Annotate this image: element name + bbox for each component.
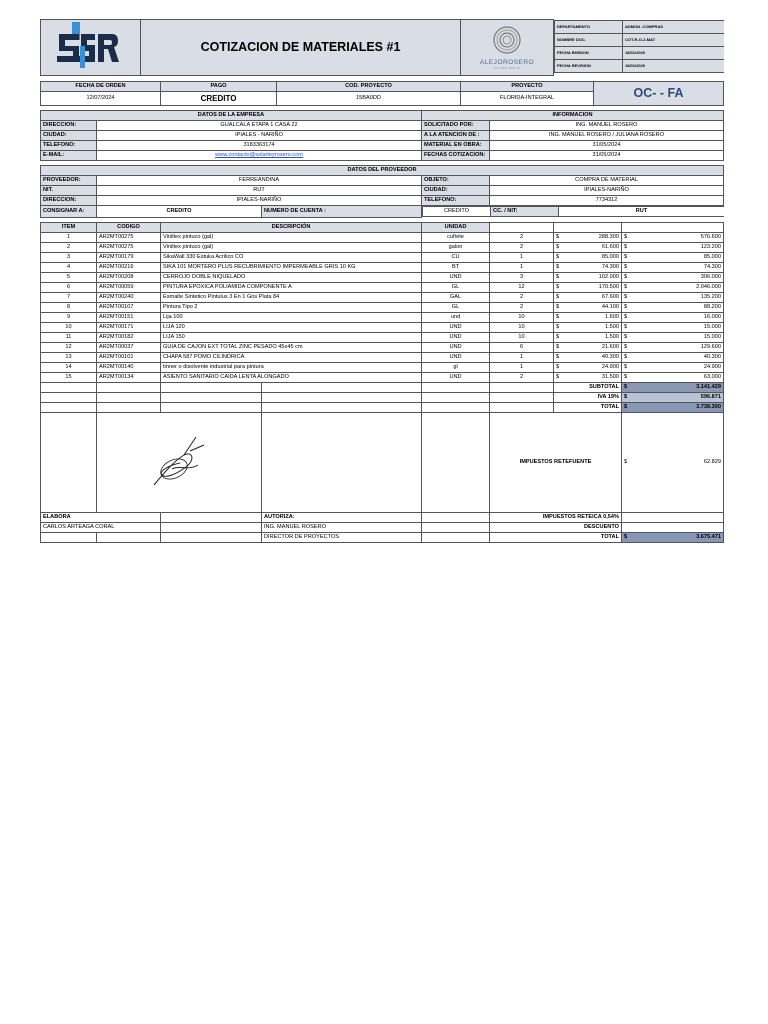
supplier-address: IPIALES-NARIÑO bbox=[97, 196, 422, 206]
meta-value: COT-R-O-2-MAT bbox=[623, 33, 724, 46]
brand-sub: INGENIERIA bbox=[493, 66, 521, 70]
field-label: CONSIGNAR A: bbox=[41, 206, 97, 218]
table-row bbox=[41, 292, 724, 302]
col-valor-unitario bbox=[554, 222, 622, 232]
item-quantity: 10 bbox=[490, 322, 554, 332]
item-description: SIKA 101 MORTERO PLUS RECUBRIMIENTO IMPERMEABLE GRIS 10 KG bbox=[161, 262, 422, 272]
item-code: AR2MT00151 bbox=[97, 312, 161, 322]
item-unit-price: $ 85.000 bbox=[554, 252, 622, 262]
item-unit: UND bbox=[422, 372, 490, 382]
item-unit: CU bbox=[422, 252, 490, 262]
item-code: AR2MT00275 bbox=[97, 242, 161, 252]
item-total: $ 85.000 bbox=[622, 252, 724, 262]
item-unit: BT bbox=[422, 262, 490, 272]
material-on-site-date: 31/05/2024 bbox=[490, 141, 724, 151]
item-unit-price: $ 1.500 bbox=[554, 332, 622, 342]
total-value: $ 3.738.300 bbox=[622, 402, 724, 412]
company-email-link[interactable]: www.contacto@solarteyrosero.com bbox=[215, 152, 303, 158]
item-total: $ 40.300 bbox=[622, 352, 724, 362]
item-code: AR2MT00182 bbox=[97, 332, 161, 342]
field-label: TELEFONO: bbox=[422, 196, 490, 206]
item-quantity: 1 bbox=[490, 262, 554, 272]
item-unit: UND bbox=[422, 342, 490, 352]
field-label: NUMERO DE CUENTA : bbox=[262, 206, 422, 218]
subtotal-label: SUBTOTAL bbox=[554, 382, 622, 392]
table-row bbox=[41, 312, 724, 322]
item-description: LIJA 120 bbox=[161, 322, 422, 332]
meta-label: FECHA EMISION bbox=[555, 46, 623, 59]
item-number: 3 bbox=[41, 252, 97, 262]
item-total: $ 2.046.000 bbox=[622, 282, 724, 292]
field-label: DIRECCION: bbox=[41, 196, 97, 206]
supplier-phone: 7734312 bbox=[490, 196, 724, 206]
item-description: Esmalte Sintetico Pintulux 3 En 1 Gris Plata 84 bbox=[161, 292, 422, 302]
item-unit-price: $ 1.600 bbox=[554, 312, 622, 322]
subtotal-value: $ 3.141.429 bbox=[622, 382, 724, 392]
elabora-name: CARLOS ARTEAGA CORAL bbox=[41, 522, 161, 532]
item-number: 1 bbox=[41, 232, 97, 242]
item-number: 11 bbox=[41, 332, 97, 342]
table-row bbox=[41, 252, 724, 262]
item-unit-price: $ 74.300 bbox=[554, 262, 622, 272]
project-code: 15BA0DD bbox=[277, 92, 461, 106]
item-code: AR2MT00059 bbox=[97, 282, 161, 292]
item-total: $ 24.900 bbox=[622, 362, 724, 372]
document-title: COTIZACION DE MATERIALES #1 bbox=[141, 20, 461, 76]
item-code: AR2MT00208 bbox=[97, 272, 161, 282]
item-description: GUIA DE CAJON EXT TOTAL ZINC PESADO 45x45 cm bbox=[161, 342, 422, 352]
col-codigo: CODIGO bbox=[97, 222, 161, 232]
item-quantity: 1 bbox=[490, 252, 554, 262]
item-unit: GL bbox=[422, 282, 490, 292]
item-total: $ 15.000 bbox=[622, 322, 724, 332]
signature-icon bbox=[144, 425, 214, 495]
company-city: IPIALES - NARIÑO bbox=[97, 131, 422, 141]
company-address: GUALCALA ETAPA 1 CASA 22 bbox=[97, 121, 422, 131]
item-code: AR2MT00037 bbox=[97, 342, 161, 352]
autoriza-role: DIRECTOR DE PROYECTOS bbox=[262, 532, 422, 542]
meta-label: DEPARTAMENTO bbox=[555, 20, 623, 33]
supplier-name: FERREANDINA bbox=[97, 176, 422, 186]
final-total-value: $ 3.675.471 bbox=[622, 532, 724, 542]
item-number: 10 bbox=[41, 322, 97, 332]
item-total: $ 74.300 bbox=[622, 262, 724, 272]
descuento-value bbox=[622, 522, 724, 532]
item-unit-price: $ 24.900 bbox=[554, 362, 622, 372]
item-description: CERROJO DOBLE NIQUELADO bbox=[161, 272, 422, 282]
signature-area bbox=[97, 412, 262, 512]
retefuente-value: $ 62.829 bbox=[622, 412, 724, 512]
elabora-label: ELABORA bbox=[41, 512, 161, 522]
project-label: PROYECTO bbox=[461, 82, 594, 92]
item-code: AR2MT00140 bbox=[97, 362, 161, 372]
item-quantity: 10 bbox=[490, 312, 554, 322]
item-number: 7 bbox=[41, 292, 97, 302]
retefuente-label: IMPUESTOS RETEFUENTE bbox=[490, 412, 622, 512]
item-description: PINTURA EPOXICA POLIAMIDA COMPONENTE A bbox=[161, 282, 422, 292]
company-data bbox=[40, 110, 724, 161]
item-unit: gl bbox=[422, 362, 490, 372]
field-label: NIT. bbox=[41, 186, 97, 196]
col-valor-total bbox=[622, 222, 724, 232]
item-unit: GAL bbox=[422, 292, 490, 302]
item-description: SikaWall 330 Estuka Acrilico CO bbox=[161, 252, 422, 262]
company-phone: 3183363174 bbox=[97, 141, 422, 151]
order-date: 12/07/2024 bbox=[41, 92, 161, 106]
field-label: A LA ATENCION DE : bbox=[422, 131, 490, 141]
payment-label: PAGO bbox=[161, 82, 277, 92]
document-meta bbox=[554, 20, 724, 73]
table-row bbox=[41, 342, 724, 352]
item-unit: UND bbox=[422, 272, 490, 282]
table-row bbox=[41, 362, 724, 372]
item-number: 13 bbox=[41, 352, 97, 362]
order-date-label: FECHA DE ORDEN bbox=[41, 82, 161, 92]
item-unit: GL bbox=[422, 302, 490, 312]
item-unit: UND bbox=[422, 352, 490, 362]
item-unit-price: $ 67.600 bbox=[554, 292, 622, 302]
supplier-section-title: DATOS DEL PROVEEDOR bbox=[41, 166, 724, 176]
field-label: E-MAIL: bbox=[41, 151, 97, 161]
item-code: AR2MT00101 bbox=[97, 352, 161, 362]
item-quantity: 2 bbox=[490, 372, 554, 382]
item-unit-price: $ 102.000 bbox=[554, 272, 622, 282]
s2r-logo-icon bbox=[43, 20, 139, 71]
meta-label: FECHA REVISION bbox=[555, 59, 623, 72]
iva-label: IVA 19% bbox=[554, 392, 622, 402]
table-row bbox=[41, 322, 724, 332]
final-total-label: TOTAL bbox=[490, 532, 622, 542]
item-unit-price: $ 288.300 bbox=[554, 232, 622, 242]
field-label: OBJETO: bbox=[422, 176, 490, 186]
item-total: $ 63.000 bbox=[622, 372, 724, 382]
autoriza-name: ING. MANUEL ROSERO bbox=[262, 522, 422, 532]
item-quantity: 6 bbox=[490, 342, 554, 352]
payment-value: CREDITO bbox=[161, 92, 277, 106]
item-code: AR2MT00179 bbox=[97, 252, 161, 262]
item-description: ASIENTO SANITARIO CAIDA LENTA ALONGADO bbox=[161, 372, 422, 382]
item-quantity: 2 bbox=[490, 292, 554, 302]
item-number: 5 bbox=[41, 272, 97, 282]
item-description: tinner o disolvente industrial para pintura bbox=[161, 362, 422, 372]
item-code: AR2MT00107 bbox=[97, 302, 161, 312]
iva-value: $ 596.871 bbox=[622, 392, 724, 402]
total-label: TOTAL bbox=[554, 402, 622, 412]
company-logo bbox=[41, 20, 141, 76]
document-header bbox=[40, 19, 724, 76]
item-code: AR2MT00240 bbox=[97, 292, 161, 302]
item-quantity: 2 bbox=[490, 242, 554, 252]
item-code: AR2MT00275 bbox=[97, 232, 161, 242]
consign-to: CREDITO bbox=[97, 206, 262, 218]
item-total: $ 306.000 bbox=[622, 272, 724, 282]
col-item: ITEM bbox=[41, 222, 97, 232]
item-number: 6 bbox=[41, 282, 97, 292]
table-row bbox=[41, 332, 724, 342]
brand-name: ALEJOROSERO bbox=[479, 59, 535, 66]
attention-to: ING. MANUEL ROSERO / JULIANA ROSERO bbox=[490, 131, 724, 141]
item-unit-price: $ 61.600 bbox=[554, 242, 622, 252]
item-total: $ 135.200 bbox=[622, 292, 724, 302]
item-total: $ 123.200 bbox=[622, 242, 724, 252]
field-label: CIUDAD: bbox=[422, 186, 490, 196]
table-row bbox=[41, 302, 724, 312]
meta-value: 18/01/2020 bbox=[623, 59, 724, 72]
quotation-date: 31/05/2024 bbox=[490, 151, 724, 161]
col-unidad: UNIDAD bbox=[422, 222, 490, 232]
field-label: FECHAS COTIZACION: bbox=[422, 151, 490, 161]
item-quantity: 1 bbox=[490, 352, 554, 362]
spiral-logo-icon bbox=[490, 25, 524, 55]
item-number: 15 bbox=[41, 372, 97, 382]
item-total: $ 15.000 bbox=[622, 332, 724, 342]
item-unit: cuñete bbox=[422, 232, 490, 242]
field-label: CIUDAD: bbox=[41, 131, 97, 141]
item-number: 12 bbox=[41, 342, 97, 352]
col-descripcion: DESCRIPCIÓN bbox=[161, 222, 422, 232]
purchase-object: COMPRA DE MATERIAL bbox=[490, 176, 724, 186]
item-unit: und bbox=[422, 312, 490, 322]
table-row bbox=[41, 232, 724, 242]
item-total: $ 129.600 bbox=[622, 342, 724, 352]
field-label: MATERIAL EN OBRA: bbox=[422, 141, 490, 151]
item-unit: UND bbox=[422, 322, 490, 332]
meta-value: ADMON -COMPRAS bbox=[623, 20, 724, 33]
item-description: CHAPA 587 POMO CILINDRICA bbox=[161, 352, 422, 362]
reteica-label: IMPUESTOS RETEICA 0,54% bbox=[490, 512, 622, 522]
descuento-label: DESCUENTO bbox=[490, 522, 622, 532]
item-quantity: 12 bbox=[490, 282, 554, 292]
item-unit-price: $ 21.600 bbox=[554, 342, 622, 352]
item-code: AR2MT00216 bbox=[97, 262, 161, 272]
company-section-title: DATOS DE LA EMPRESA bbox=[41, 111, 422, 121]
item-number: 14 bbox=[41, 362, 97, 372]
requested-by: ING. MANUEL ROSERO bbox=[490, 121, 724, 131]
item-description: LIJA 150 bbox=[161, 332, 422, 342]
item-total: $ 576.600 bbox=[622, 232, 724, 242]
item-quantity: 3 bbox=[490, 272, 554, 282]
table-row bbox=[41, 272, 724, 282]
item-unit-price: $ 170.500 bbox=[554, 282, 622, 292]
item-quantity: 2 bbox=[490, 232, 554, 242]
item-unit-price: $ 1.500 bbox=[554, 322, 622, 332]
order-number: OC- - FA bbox=[594, 82, 724, 106]
item-quantity: 10 bbox=[490, 332, 554, 342]
field-label: PROVEEDOR: bbox=[41, 176, 97, 186]
field-label: CC. / NIT: bbox=[491, 207, 559, 217]
items-table bbox=[40, 222, 724, 543]
field-label: DIRECCION: bbox=[41, 121, 97, 131]
item-description: Viniltex pintuco (gal) bbox=[161, 242, 422, 252]
item-unit-price: $ 40.300 bbox=[554, 352, 622, 362]
item-description: Viniltex pintuco (gal) bbox=[161, 232, 422, 242]
cc-nit-value: RUT bbox=[559, 207, 724, 217]
supplier-data bbox=[40, 165, 724, 218]
account-number: CREDITO bbox=[423, 207, 491, 217]
item-unit: UND bbox=[422, 332, 490, 342]
item-code: AR2MT00134 bbox=[97, 372, 161, 382]
table-row bbox=[41, 282, 724, 292]
supplier-nit: RUT bbox=[97, 186, 422, 196]
item-unit: galon bbox=[422, 242, 490, 252]
item-unit-price: $ 44.100 bbox=[554, 302, 622, 312]
table-row bbox=[41, 262, 724, 272]
item-number: 9 bbox=[41, 312, 97, 322]
item-description: Pintura Tipo 2 bbox=[161, 302, 422, 312]
item-code: AR2MT00171 bbox=[97, 322, 161, 332]
item-number: 8 bbox=[41, 302, 97, 312]
project-name: FLORIDA-INTEGRAL bbox=[461, 92, 594, 106]
item-number: 2 bbox=[41, 242, 97, 252]
reteica-value bbox=[622, 512, 724, 522]
quotation-sheet bbox=[40, 19, 723, 543]
info-section-title: INFORMACION bbox=[422, 111, 724, 121]
project-code-label: COD. PROYECTO bbox=[277, 82, 461, 92]
item-number: 4 bbox=[41, 262, 97, 272]
table-row bbox=[41, 352, 724, 362]
table-row bbox=[41, 372, 724, 382]
field-label: TELEFONO: bbox=[41, 141, 97, 151]
meta-value: 18/01/2020 bbox=[623, 46, 724, 59]
supplier-city: IPIALES-NARIÑO bbox=[490, 186, 724, 196]
autoriza-label: AUTORIZA: bbox=[262, 512, 422, 522]
item-quantity: 2 bbox=[490, 302, 554, 312]
item-quantity: 1 bbox=[490, 362, 554, 372]
item-total: $ 88.200 bbox=[622, 302, 724, 312]
col-cantidad bbox=[490, 222, 554, 232]
meta-label: NOMBRE DOC. bbox=[555, 33, 623, 46]
table-row bbox=[41, 242, 724, 252]
item-description: Lija 100 bbox=[161, 312, 422, 322]
item-unit-price: $ 31.500 bbox=[554, 372, 622, 382]
item-total: $ 16.000 bbox=[622, 312, 724, 322]
field-label: SOLICITADO POR: bbox=[422, 121, 490, 131]
order-info bbox=[40, 81, 724, 106]
brand-block bbox=[461, 20, 554, 76]
